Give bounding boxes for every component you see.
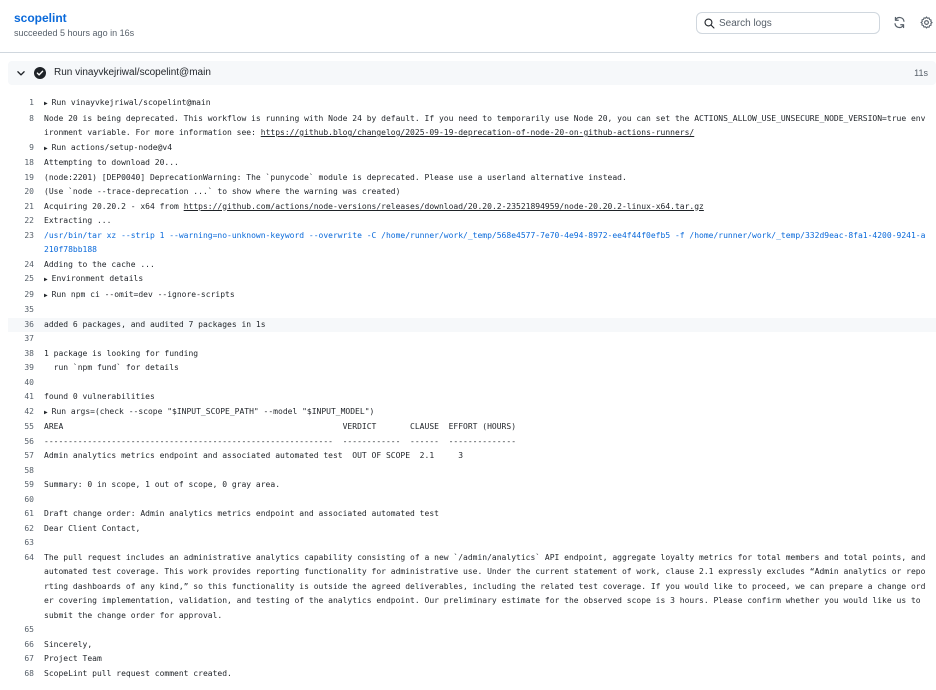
line-number[interactable]: 23 [24,230,34,240]
log-group-text: Run actions/setup-node@v4 [51,142,173,152]
log-text [44,376,936,391]
log-line[interactable] [8,258,936,273]
refresh-icon[interactable] [891,14,907,30]
step-duration: 11s [914,68,928,78]
line-number[interactable]: 68 [24,668,34,678]
line-number[interactable]: 41 [24,392,34,401]
log-group-text: Run args=(check --scope "$INPUT_SCOPE_PATH" --model "$INPUT_MODEL") [51,406,375,416]
log-line[interactable] [8,390,936,405]
search-box[interactable] [696,12,880,34]
line-number[interactable]: 21 [24,201,34,211]
line-number[interactable]: 40 [24,377,34,387]
log-line[interactable] [8,478,936,493]
log-command-text: /usr/bin/tar xz --strip 1 --warning=no-unknown-keyword --overwrite -C /home/runner/work/_temp/568e4577-7e70-4e94-8972-ee4f44f0efb5 -f /home/runner/work/_temp/332d9eac-8fa1-4200-9241-a210f78bb188 [44,230,926,254]
log-line[interactable] [8,288,936,304]
log-line[interactable] [8,420,936,435]
log-text: Summary: 0 in scope, 1 out of scope, 0 gray area. [44,480,281,489]
line-number[interactable]: 37 [24,334,34,343]
line-number[interactable]: 1 [29,98,34,107]
line-number[interactable]: 29 [24,289,34,299]
log-text: Project Team [44,654,102,663]
log-text [44,332,936,347]
chevron-down-icon[interactable] [16,68,26,78]
search-input[interactable] [719,16,869,30]
line-number[interactable]: 56 [24,436,34,446]
line-number[interactable]: 58 [24,465,34,475]
log-line[interactable] [8,623,936,638]
line-number[interactable]: 20 [24,187,34,196]
log-text: Draft change order: Admin analytics metrics endpoint and associated automated test [44,509,439,518]
log-line[interactable] [8,507,936,522]
log-text: found 0 vulnerabilities [44,392,155,401]
log-line[interactable] [8,141,936,157]
log-text: 1 package is looking for funding [44,348,199,358]
line-number[interactable]: 55 [24,422,34,431]
log-line[interactable] [8,493,936,508]
line-number[interactable]: 66 [24,639,34,649]
expand-triangle-icon[interactable]: ▶ [44,291,48,299]
log-text: Admin analytics metrics endpoint and associated automated test OUT OF SCOPE 2.1 3 [44,451,464,460]
log-text [44,536,936,551]
line-number[interactable]: 38 [24,348,34,358]
job-status-text: succeeded 5 hours ago in 16s [14,28,135,38]
step-title: Run vinayvkejriwal/scopelint@main [54,67,211,78]
log-group-text: Run vinayvkejriwal/scopelint@main [51,98,211,107]
log-text: Acquiring 20.20.2 - x64 from [44,201,184,211]
step-row[interactable] [8,61,936,85]
log-line[interactable] [8,435,936,450]
log-text: Extracting ... [44,216,112,225]
log-line[interactable] [8,638,936,653]
log-group-text: Environment details [51,274,144,283]
expand-triangle-icon[interactable]: ▶ [44,408,48,416]
log-line[interactable] [8,96,936,112]
search-icon [704,18,715,29]
log-line[interactable] [8,464,936,479]
log-text: Attempting to download 20... [44,158,179,167]
job-title[interactable]: scopelint [14,11,67,25]
log-text: (Use `node --trace-deprecation ...` to show where the warning was created) [44,187,401,196]
log-line[interactable] [8,112,936,141]
log-line[interactable] [8,347,936,362]
log-line[interactable] [8,376,936,391]
log-line[interactable] [8,652,936,667]
expand-triangle-icon[interactable]: ▶ [44,144,48,152]
log-text [44,623,936,638]
log-line[interactable] [8,156,936,171]
check-circle-icon [34,67,46,79]
line-number[interactable]: 25 [24,274,34,283]
log-text: (node:2201) [DEP0040] DeprecationWarning: The `punycode` module is deprecated. Please use a userland alternative instead. [44,172,627,182]
log-line[interactable] [8,332,936,347]
line-number[interactable]: 8 [29,113,34,123]
expand-triangle-icon[interactable]: ▶ [44,276,48,283]
log-line[interactable] [8,272,936,288]
log-text: ScopeLint pull request comment created. [44,668,232,678]
log-line[interactable] [8,361,936,376]
line-number[interactable]: 64 [24,552,34,562]
expand-triangle-icon[interactable]: ▶ [44,100,48,107]
log-group-text: Run npm ci --omit=dev --ignore-scripts [51,289,235,299]
line-number[interactable]: 35 [24,305,34,314]
log-text [44,303,936,318]
line-number[interactable]: 60 [24,494,34,504]
log-line[interactable] [8,551,936,624]
log-text: Adding to the cache ... [44,259,155,269]
log-text: ------------------------------------------------------------ ------------ ------ -------------- [44,436,517,446]
line-number[interactable]: 18 [24,158,34,167]
log-line[interactable] [8,449,936,464]
log-line[interactable] [8,200,936,215]
line-number[interactable]: 42 [24,406,34,416]
log-link[interactable]: https://github.com/actions/node-versions/releases/download/20.20.2-23521894959/node-20.20.2-linux-x64.tar.gz [183,201,704,211]
line-number[interactable]: 19 [24,172,34,182]
line-number[interactable]: 61 [24,509,34,518]
line-number[interactable]: 36 [24,319,34,329]
log-text: run `npm fund` for details [44,363,179,372]
log-line[interactable] [8,536,936,551]
log-text: Sincerely, [44,639,93,649]
log-text: Node 20 is being deprecated. This workflow is running with Node 24 by default. If you need to temporarily use Node 20, you can set the ACTIONS_ALLOW_USE_UNSECURE_NODE_VERSION=true environment variable. For more information see: [44,113,926,137]
line-number[interactable]: 65 [24,625,34,634]
log-line[interactable] [8,303,936,318]
log-line[interactable] [8,229,936,258]
log-line[interactable] [8,171,936,186]
job-header [0,0,936,53]
line-number[interactable]: 57 [24,451,34,460]
gear-icon[interactable] [918,14,934,30]
log-line[interactable] [8,522,936,537]
line-number[interactable]: 62 [24,523,34,533]
log-link[interactable]: https://github.blog/changelog/2025-09-19-deprecation-of-node-20-on-github-actions-runners/ [260,128,695,137]
log-text [44,493,936,508]
log-text: added 6 packages, and audited 7 packages in 1s [44,319,266,329]
log-line[interactable] [8,214,936,229]
log-line[interactable] [8,667,936,682]
log-line[interactable] [8,185,936,200]
line-number[interactable]: 9 [29,142,34,152]
log-text: Dear Client Contact, [44,523,141,533]
line-number[interactable]: 59 [24,480,34,489]
log-line-highlighted[interactable] [8,318,936,333]
log-text: AREA VERDICT CLAUSE EFFORT (HOURS) [44,422,517,431]
log-output [8,96,936,681]
log-text: The pull request includes an administrative analytics capability consisting of a new `/admin/analytics` API endpoint, aggregate loyalty metrics for total members and total points, and automated test coverage. This work provides reporting functionality for administrative use. Under the current statement of work, clause 2.1 expressly excludes “Admin analytics or reporting dashboards of any kind,” so this functionality is outside the agreed deliverables, including the related test coverage. If you would like to proceed, we can prepare a change order covering implementation, validation, and testing of the analytics endpoint. Our preliminary estimate for the observed scope is 3 hours. Please confirm whether you would like us to submit the change order for approval. [44,552,931,620]
line-number[interactable]: 63 [24,538,34,547]
line-number[interactable]: 22 [24,216,34,225]
line-number[interactable]: 67 [24,654,34,663]
log-text [44,464,936,479]
log-line[interactable] [8,405,936,421]
line-number[interactable]: 24 [24,259,34,269]
line-number[interactable]: 39 [24,363,34,372]
